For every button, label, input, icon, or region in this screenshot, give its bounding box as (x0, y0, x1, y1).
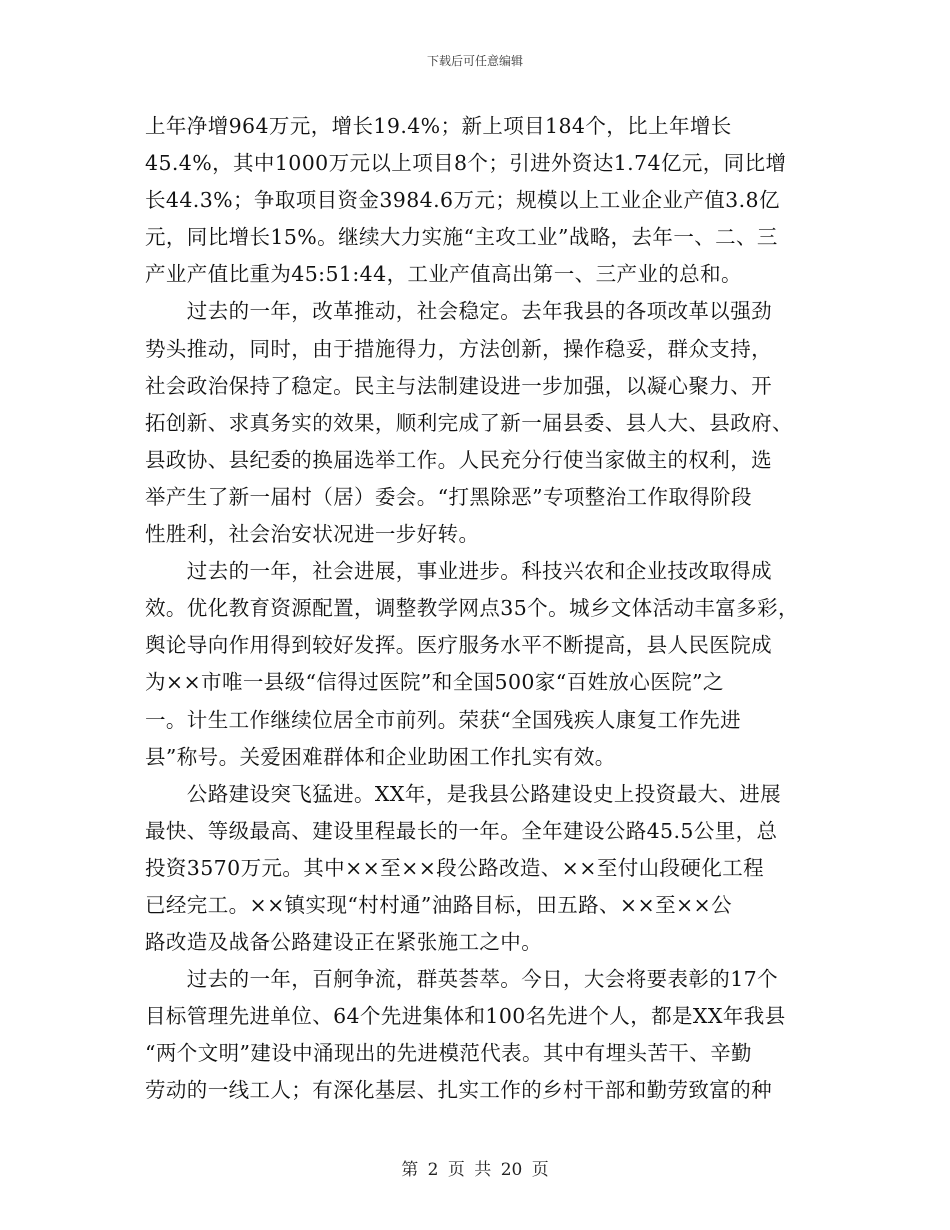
text-line: 投资3570万元。其中××至××段公路改造、××至付山段硬化工程 (145, 855, 765, 880)
document-body (145, 108, 815, 1110)
text-line: 上年净增964万元，增长19.4%；新上项目184个，比上年增长 (145, 114, 732, 138)
text-line: 过去的一年，改革推动，社会稳定。去年我县的各项改革以强劲 (145, 299, 772, 324)
text-line: 县”称号。关爱困难群体和企业助困工作扎实有效。 (145, 744, 616, 769)
text-line: 一。计生工作继续位居全市前列。荣获“全国残疾人康复工作先进 (145, 707, 742, 732)
text-line: 已经完工。××镇实现“村村通”油路目标，田五路、××至××公 (145, 892, 733, 917)
text-line: 公路建设突飞猛进。XX年，是我县公路建设史上投资最大、进展 (145, 781, 782, 806)
text-line: “两个文明”建设中涌现出的先进模范代表。其中有埋头苦干、辛勤 (145, 1041, 752, 1066)
text-line: 为××市唯一县级“信得过医院”和全国500家“百姓放心医院”之 (145, 670, 724, 695)
text-line: 舆论导向作用得到较好发挥。医疗服务水平不断提高，县人民医院成 (145, 633, 772, 658)
page-header: 下载后可任意编辑 (426, 54, 523, 68)
text-line: 元，同比增长15%。继续大力实施“主攻工业”战略，去年一、二、三 (145, 225, 778, 250)
text-line: 劳动的一线工人；有深化基层、扎实工作的乡村干部和勤劳致富的种 (145, 1078, 772, 1103)
text-line: 最快、等级最高、建设里程最长的一年。全年建设公路45.5公里，总 (145, 818, 778, 843)
text-line: 产业产值比重为45:51:44，工业产值高出第一、三产业的总和。 (145, 262, 742, 287)
text-line: 势头推动，同时，由于措施得力，方法创新，操作稳妥，群众支持， (145, 336, 772, 361)
text-line: 举产生了新一届村（居）委会。“打黑除恶”专项整治工作取得阶段 (145, 484, 752, 509)
text-line: 性胜利，社会治安状况进一步好转。 (145, 522, 480, 547)
text-line: 社会政治保持了稳定。民主与法制建设进一步加强，以凝心聚力、开 (145, 373, 772, 398)
text-line: 长44.3%；争取项目资金3984.6万元；规模以上工业企业产值3.8亿 (145, 188, 780, 213)
page-number-footer: 第 2 页 共 20 页 (401, 1160, 549, 1180)
text-line: 效。优化教育资源配置，调整教学网点35个。城乡文体活动丰富多彩， (145, 596, 799, 621)
text-line: 拓创新、求真务实的效果，顺利完成了新一届县委、县人大、县政府、 (145, 410, 793, 435)
text-line: 过去的一年，社会进展，事业进步。科技兴农和企业技改取得成 (145, 559, 772, 584)
text-line: 县政协、县纪委的换届选举工作。人民充分行使当家做主的权利，选 (145, 447, 772, 472)
text-line: 过去的一年，百舸争流，群英荟萃。今日，大会将要表彰的17个 (145, 967, 778, 992)
text-line: 路改造及战备公路建设正在紧张施工之中。 (145, 930, 543, 955)
text-line: 45.4%，其中1000万元以上项目8个；引进外资达1.74亿元，同比增 (145, 151, 787, 176)
text-line: 目标管理先进单位、64个先进集体和100名先进个人，都是XX年我县 (145, 1004, 786, 1029)
